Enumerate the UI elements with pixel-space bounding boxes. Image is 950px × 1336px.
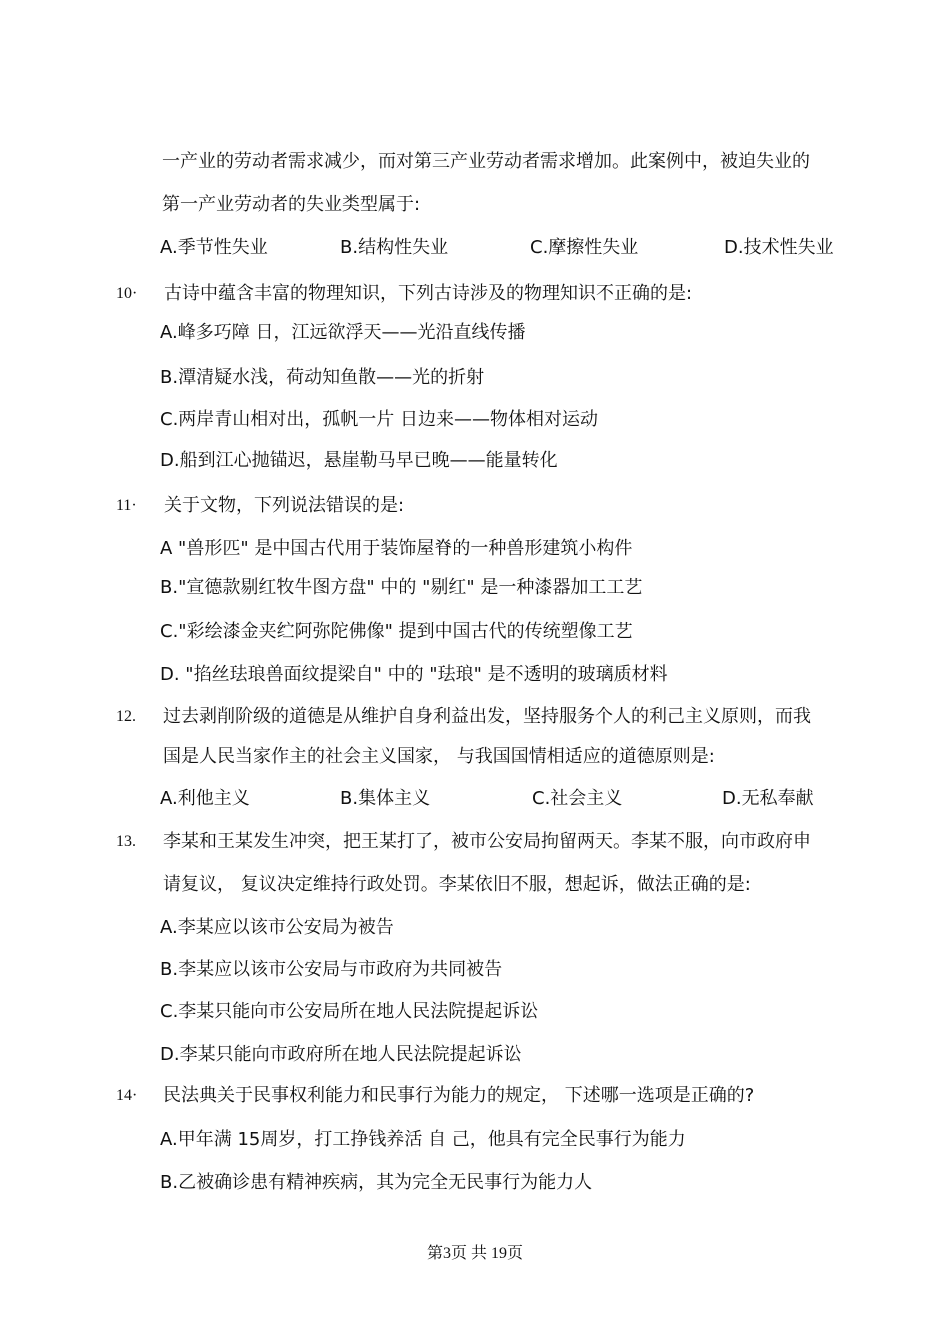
q9-stem-line-1: 一产业的劳动者需求减少，而对第三产业劳动者需求增加。此案例中，被迫失业的 <box>162 151 810 172</box>
q9-option-b: B.结构性失业 <box>340 237 449 258</box>
q11-number: 11· <box>116 497 137 514</box>
q10-option-b: B.潭清疑水浅，荷动知鱼散——光的折射 <box>160 367 485 388</box>
q14-stem: 民法典关于民事权利能力和民事行为能力的规定， 下述哪一选项是正确的? <box>163 1085 755 1106</box>
q13-option-b: B.李某应以该市公安局与市政府为共同被告 <box>160 959 503 980</box>
q13-option-d: D.李某只能向市政府所在地人民法院提起诉讼 <box>160 1044 522 1065</box>
q11-option-a: A "兽形匹" 是中国古代用于装饰屋脊的一种兽形建筑小构件 <box>160 538 633 559</box>
q12-number: 12. <box>116 708 136 725</box>
q11-option-c: C."彩绘漆金夹纻阿弥陀佛像" 提到中国古代的传统塑像工艺 <box>160 621 633 642</box>
q9-option-d: D.技术性失业 <box>724 237 834 258</box>
q14-option-a: A.甲年满 15周岁，打工挣钱养活 自 己，他具有完全民事行为能力 <box>160 1129 686 1150</box>
q12-option-d: D.无私奉献 <box>722 788 814 809</box>
q12-option-c: C.社会主义 <box>532 788 623 809</box>
q13-option-a: A.李某应以该市公安局为被告 <box>160 917 394 938</box>
q13-stem-line-2: 请复议， 复议决定维持行政处罚。李某依旧不服，想起诉，做法正确的是: <box>163 874 751 895</box>
q11-stem: 关于文物，下列说法错误的是: <box>164 495 405 516</box>
q9-option-a: A.季节性失业 <box>160 237 268 258</box>
q13-number: 13. <box>116 833 136 850</box>
q14-option-b: B.乙被确诊患有精神疾病，其为完全无民事行为能力人 <box>160 1172 593 1193</box>
q10-number: 10· <box>116 285 138 302</box>
q10-option-c: C.两岸青山相对出，孤帆一片 日边来——物体相对运动 <box>160 409 599 430</box>
q12-stem-line-1: 过去剥削阶级的道德是从维护自身利益出发，坚持服务个人的利己主义原则，而我 <box>163 706 811 727</box>
q13-stem-line-1: 李某和王某发生冲突，把王某打了，被市公安局拘留两天。李某不服，向市政府申 <box>163 831 811 852</box>
q12-stem-line-2: 国是人民当家作主的社会主义国家， 与我国国情相适应的道德原则是: <box>163 746 715 767</box>
q12-option-a: A.利他主义 <box>160 788 250 809</box>
q11-option-d: D. "掐丝珐琅兽面纹提梁自" 中的 "珐琅" 是不透明的玻璃质材料 <box>160 664 668 685</box>
q10-option-d: D.船到江心抛锚迟，悬崖勒马早已晚——能量转化 <box>160 450 558 471</box>
q10-option-a: A.峰多巧障 日，江远欲浮天——光沿直线传播 <box>160 322 526 343</box>
q9-option-c: C.摩擦性失业 <box>530 237 639 258</box>
q9-stem-line-2: 第一产业劳动者的失业类型属于: <box>162 194 421 215</box>
page-footer: 第3页 共 19页 <box>426 1245 523 1262</box>
q12-option-b: B.集体主义 <box>340 788 431 809</box>
q10-stem: 古诗中蕴含丰富的物理知识，下列古诗涉及的物理知识不正确的是: <box>164 283 693 304</box>
q14-number: 14· <box>116 1087 138 1104</box>
q13-option-c: C.李某只能向市公安局所在地人民法院提起诉讼 <box>160 1001 539 1022</box>
q11-option-b: B."宣德款剔红牧牛图方盘" 中的 "剔红" 是一种漆器加工工艺 <box>160 577 643 598</box>
